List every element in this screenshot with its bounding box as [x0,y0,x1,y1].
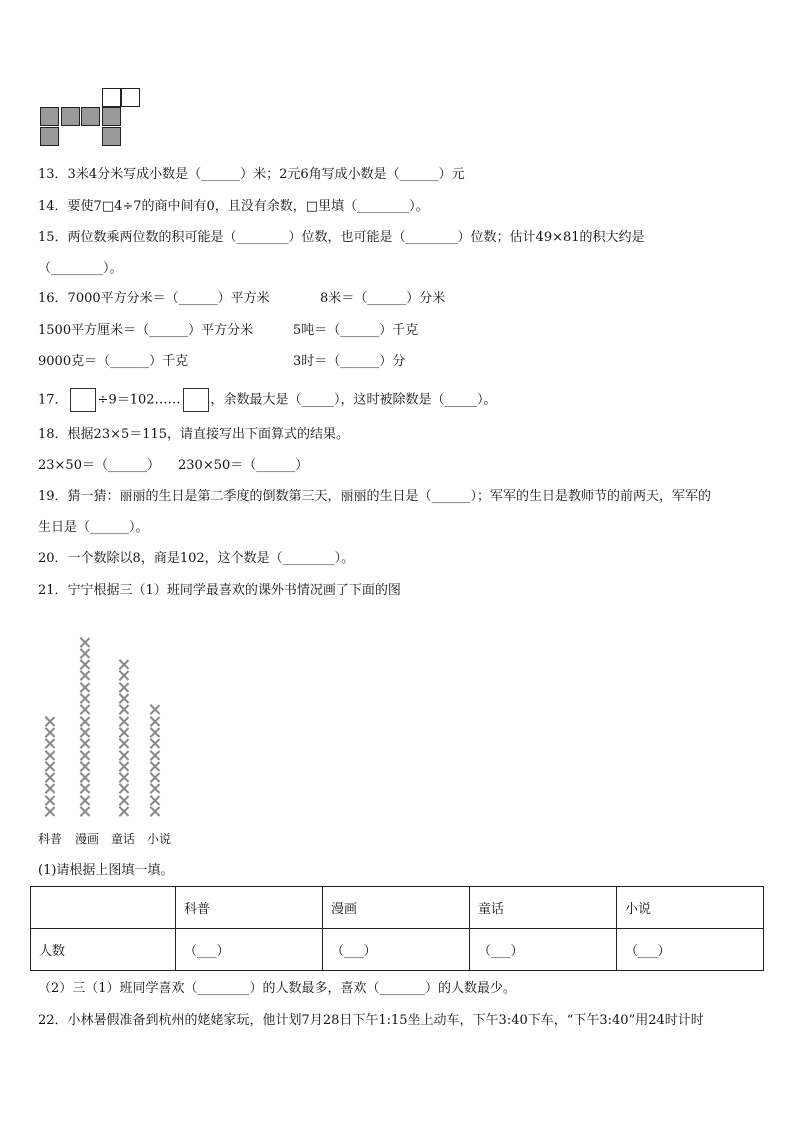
cross-mark [118,659,130,671]
table-header-row [31,887,764,929]
table-cell: （___） [470,929,617,971]
net-square [102,127,121,146]
question-16-r1a: 16．7000平方分米＝（______）平方米 [38,291,270,306]
cross-mark [149,783,161,795]
question-18-a: 23×50＝（______） [38,458,160,473]
net-square [121,88,140,107]
question-19-cont: 生日是（______）。 [38,520,149,535]
cross-mark [118,806,130,818]
cross-mark [79,727,91,739]
q17-prefix: 17． [38,392,68,408]
cross-mark [44,795,56,807]
cross-mark [44,750,56,762]
cross-mark [44,738,56,750]
table-cell: （___） [176,929,323,971]
cross-mark [79,693,91,705]
cross-mark [79,648,91,660]
cross-mark [79,670,91,682]
cross-mark [149,761,161,773]
q17-suffix: ，余数最大是（_____），这时被除数是（_____）。 [210,392,497,408]
question-16-r3b: 3时＝（______）分 [293,354,406,369]
cross-mark [118,716,130,728]
table-cell: （___） [323,929,470,971]
chart-label-kepu: 科普 [38,832,63,846]
question-21: 21．宁宁根据三（1）班同学最喜欢的课外书情况画了下面的图 [38,583,401,598]
cross-mark [79,806,91,818]
cross-mark [118,761,130,773]
remainder-box [183,388,209,412]
cross-mark [118,738,130,750]
cross-mark [149,727,161,739]
cross-mark [118,727,130,739]
cross-mark [118,670,130,682]
net-square [40,127,59,146]
cross-mark [149,806,161,818]
cross-mark [79,750,91,762]
question-16-r2b: 5吨＝（______）千克 [293,323,419,338]
q17-mid: ÷9＝102…… [97,392,181,408]
question-19: 19．猜一猜：丽丽的生日是第二季度的倒数第三天，丽丽的生日是（______）；军军的生日是教师节的前两天，军军的 [38,489,712,504]
cross-mark [149,772,161,784]
cross-mark [118,750,130,762]
cross-mark [79,659,91,671]
table-header: 小说 [617,887,764,929]
question-20: 20．一个数除以8，商是102，这个数是（________）。 [38,551,355,566]
chart-label-xiaoshuo: 小说 [147,832,172,846]
table-header: 漫画 [323,887,470,929]
net-square [61,107,80,126]
question-14: 14．要使7□4÷7的商中间有0，且没有余数，□里填（________）。 [38,199,429,214]
chart-label-manhua: 漫画 [75,832,100,846]
cross-mark [118,772,130,784]
cross-mark [44,727,56,739]
cross-mark [79,772,91,784]
net-square [40,107,59,126]
cross-mark [44,716,56,728]
cross-mark [79,716,91,728]
cross-mark [79,682,91,694]
net-square [102,107,121,126]
dividend-box [70,388,96,412]
cross-mark [149,704,161,716]
table-cell: （___） [617,929,764,971]
cross-mark [118,783,130,795]
chart-label-tonghua: 童话 [111,832,136,846]
net-square [102,88,121,107]
question-22: 22．小林暑假准备到杭州的姥姥家玩，他计划7月28日下午1:15坐上动车，下午3:40下车，“下午3:40”用24时计时 [38,1013,704,1028]
cross-mark [118,693,130,705]
cross-mark [79,761,91,773]
table-cell [31,887,176,929]
question-16-r2a: 1500平方厘米＝（______）平方分米 [38,323,254,338]
table-row [31,929,764,971]
table-header: 童话 [470,887,617,929]
cube-net-figure [40,88,142,148]
table-row-label: 人数 [31,929,176,971]
cross-mark [118,795,130,807]
table-header: 科普 [176,887,323,929]
question-13: 13．3米4分米写成小数是（______）米；2元6角写成小数是（______）元 [38,167,465,182]
cross-mark [118,704,130,716]
cross-mark [149,716,161,728]
question-21-1: (1)请根据上图填一填。 [38,863,174,878]
question-15-cont: （________）。 [38,261,123,276]
question-16-r3a: 9000克＝（______）千克 [38,354,189,369]
question-18: 18．根据23×5＝115，请直接写出下面算式的结果。 [38,427,350,442]
cross-mark [149,738,161,750]
cross-mark [79,704,91,716]
cross-mark [149,750,161,762]
cross-mark [79,795,91,807]
question-18-b: 230×50＝（______） [178,458,309,473]
question-21-2: （2）三（1）班同学喜欢（________）的人数最多，喜欢（_______）的人数最少。 [38,981,517,996]
cross-mark [79,783,91,795]
cross-mark [44,806,56,818]
question-16-r1b: 8米＝（______）分米 [320,291,446,306]
cross-mark [79,738,91,750]
cross-mark [79,637,91,649]
cross-mark [149,795,161,807]
cross-mark [44,761,56,773]
question-17 [38,388,497,412]
question-15: 15．两位数乘两位数的积可能是（________）位数，也可能是（________）位数；估计49×81的积大约是 [38,230,645,245]
cross-mark [44,783,56,795]
answer-table [30,886,764,971]
cross-mark [118,682,130,694]
net-square [81,107,100,126]
cross-mark [44,772,56,784]
